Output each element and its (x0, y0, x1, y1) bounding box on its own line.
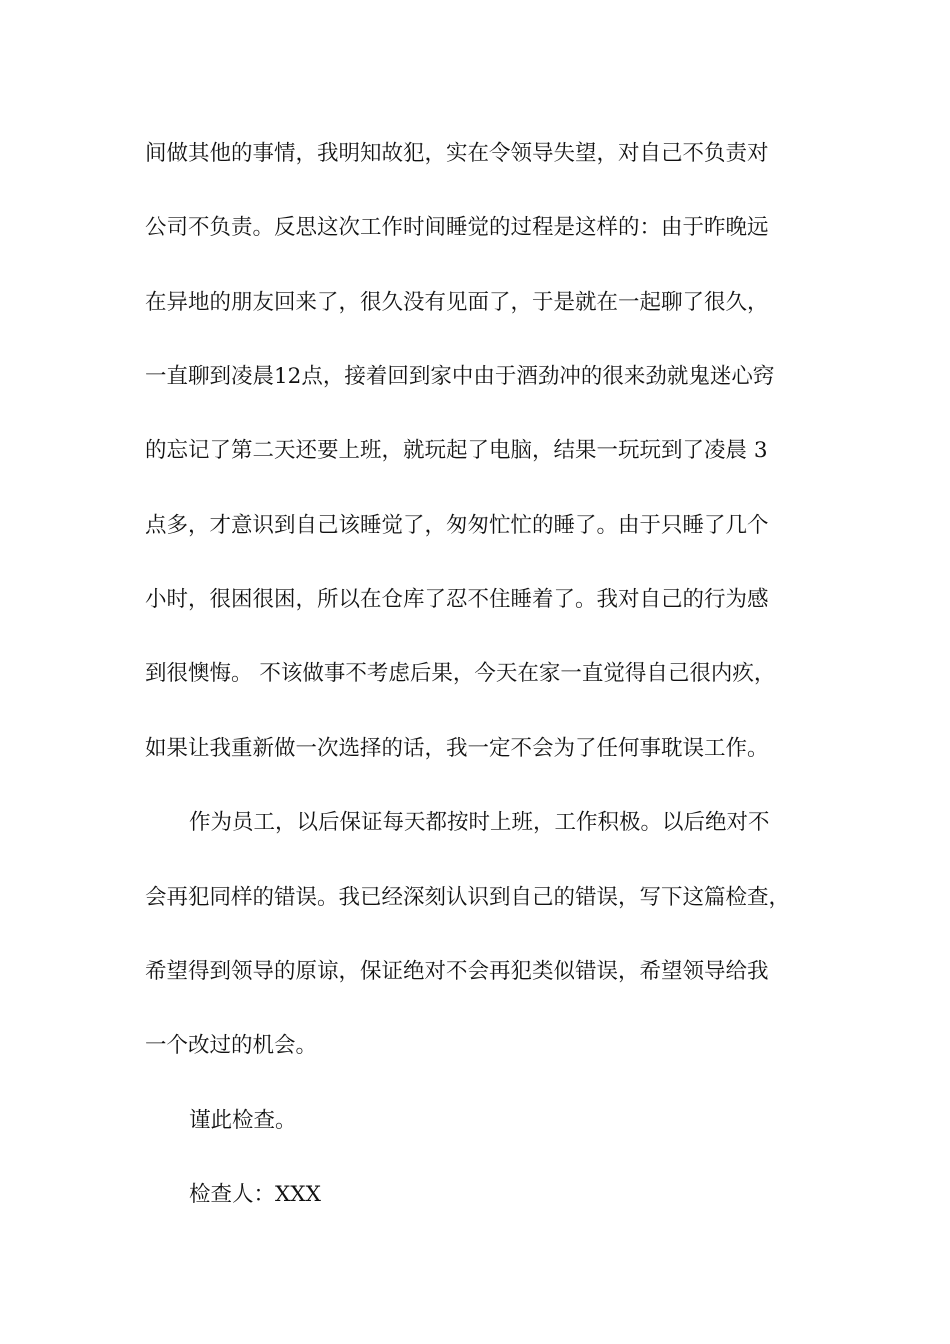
text-line: 在异地的朋友回来了，很久没有见面了，于是就在一起聊了很久， (145, 290, 769, 315)
text-line: 小时，很困很困，所以在仓库了忍不住睡着了。我对自己的行为感 (145, 587, 769, 612)
text-line: 一直聊到凌晨12点，接着回到家中由于酒劲冲的很来劲就鬼迷心窍 (145, 364, 775, 389)
closing-statement: 谨此检查。 (189, 1108, 297, 1133)
text-line: 如果让我重新做一次选择的话，我一定不会为了任何事耽误工作。 (145, 736, 769, 761)
paragraph-first-line: 作为员工，以后保证每天都按时上班，工作积极。以后绝对不 (189, 810, 770, 835)
signature-line: 检查人：XXX (189, 1182, 321, 1207)
text-line: 公司不负责。反思这次工作时间睡觉的过程是这样的：由于昨晚远 (145, 215, 769, 240)
text-line: 希望得到领导的原谅，保证绝对不会再犯类似错误，希望领导给我 (145, 959, 769, 984)
text-line: 一个改过的机会。 (145, 1033, 318, 1058)
text-line: 的忘记了第二天还要上班，就玩起了电脑，结果一玩玩到了凌晨 3 (145, 438, 768, 463)
text-line: 间做其他的事情，我明知故犯，实在令领导失望，对自己不负责对 (145, 141, 769, 166)
text-line: 点多，才意识到自己该睡觉了，匆匆忙忙的睡了。由于只睡了几个 (145, 513, 769, 538)
text-line: 到很懊悔。 不该做事不考虑后果，今天在家一直觉得自己很内疚， (145, 661, 776, 686)
text-line: 会再犯同样的错误。我已经深刻认识到自己的错误，写下这篇检查， (145, 885, 791, 910)
